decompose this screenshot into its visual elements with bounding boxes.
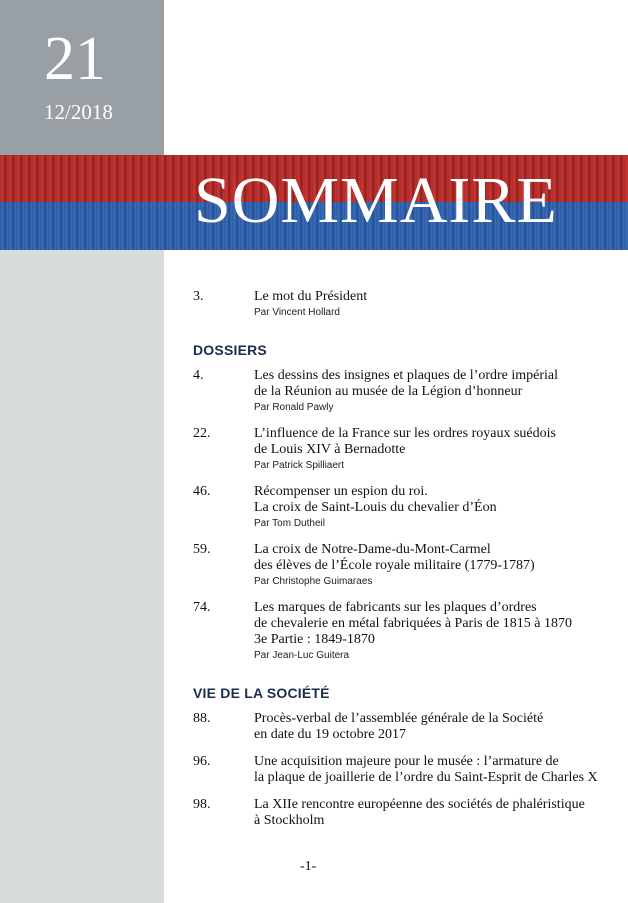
- toc-author: Par Christophe Guimaraes: [254, 576, 373, 587]
- toc-entry[interactable]: [193, 797, 613, 829]
- toc-page-number: 3.: [193, 289, 204, 304]
- toc-title-line: de chevalerie en métal fabriquées à Paris de 1815 à 1870: [254, 616, 572, 631]
- toc-title-line: Une acquisition majeure pour le musée : l’armature de: [254, 754, 559, 769]
- toc-title-line: Les dessins des insignes et plaques de l’ordre impérial: [254, 368, 559, 383]
- issue-number: 21: [44, 25, 106, 93]
- toc-entry[interactable]: [193, 484, 613, 531]
- page-number-footer: -1-: [300, 859, 317, 874]
- toc-page-number: 46.: [193, 484, 211, 499]
- toc-title-line: Les marques de fabricants sur les plaques d’ordres: [254, 600, 537, 615]
- toc-title-line: L’influence de la France sur les ordres royaux suédois: [254, 426, 556, 441]
- toc-title-line: de Louis XIV à Bernadotte: [254, 442, 406, 457]
- toc-title-line: Récompenser un espion du roi.: [254, 484, 428, 499]
- toc-entry[interactable]: [193, 368, 613, 415]
- toc-page-number: 88.: [193, 711, 211, 726]
- toc-page-number: 98.: [193, 797, 211, 812]
- toc-title-line: des élèves de l’École royale militaire (1779-1787): [254, 558, 535, 573]
- toc-title-line: Le mot du Président: [254, 289, 368, 304]
- toc-author: Par Patrick Spilliaert: [254, 460, 345, 471]
- toc-entry[interactable]: [193, 600, 613, 663]
- toc-author: Par Jean-Luc Guitera: [254, 650, 350, 661]
- toc-author: Par Tom Dutheil: [254, 518, 325, 529]
- toc-title-line: en date du 19 octobre 2017: [254, 727, 407, 742]
- toc-entry[interactable]: [193, 289, 613, 320]
- toc-author: Par Vincent Hollard: [254, 307, 340, 318]
- toc-title-line: la plaque de joaillerie de l’ordre du Saint-Esprit de Charles X: [254, 770, 598, 785]
- issue-date: 12/2018: [44, 100, 113, 124]
- toc-entry[interactable]: [193, 542, 613, 589]
- table-of-contents: [193, 289, 613, 840]
- toc-title-line: à Stockholm: [254, 813, 325, 828]
- toc-title-line: 3e Partie : 1849-1870: [254, 632, 375, 647]
- toc-title-line: La croix de Saint-Louis du chevalier d’Éon: [254, 500, 497, 515]
- page-title: SOMMAIRE: [194, 164, 558, 237]
- toc-page-number: 59.: [193, 542, 211, 557]
- toc-entry[interactable]: [193, 754, 613, 786]
- toc-page-number: 74.: [193, 600, 211, 615]
- toc-entry[interactable]: [193, 711, 613, 743]
- toc-author: Par Ronald Pawly: [254, 402, 334, 413]
- toc-title-line: La XIIe rencontre européenne des sociétés de phaléristique: [254, 797, 585, 812]
- toc-page-number: 4.: [193, 368, 204, 383]
- toc-title-line: La croix de Notre-Dame-du-Mont-Carmel: [254, 542, 491, 557]
- toc-title-line: de la Réunion au musée de la Légion d’honneur: [254, 384, 523, 399]
- side-strip: [0, 250, 164, 903]
- toc-page-number: 96.: [193, 754, 211, 769]
- toc-page-number: 22.: [193, 426, 211, 441]
- toc-title-line: Procès-verbal de l’assemblée générale de la Société: [254, 711, 544, 726]
- issue-block: [0, 0, 164, 155]
- section-heading-dossiers: DOSSIERS: [193, 342, 267, 358]
- section-heading-vie-societe: VIE DE LA SOCIÉTÉ: [193, 685, 330, 701]
- toc-entry[interactable]: [193, 426, 613, 473]
